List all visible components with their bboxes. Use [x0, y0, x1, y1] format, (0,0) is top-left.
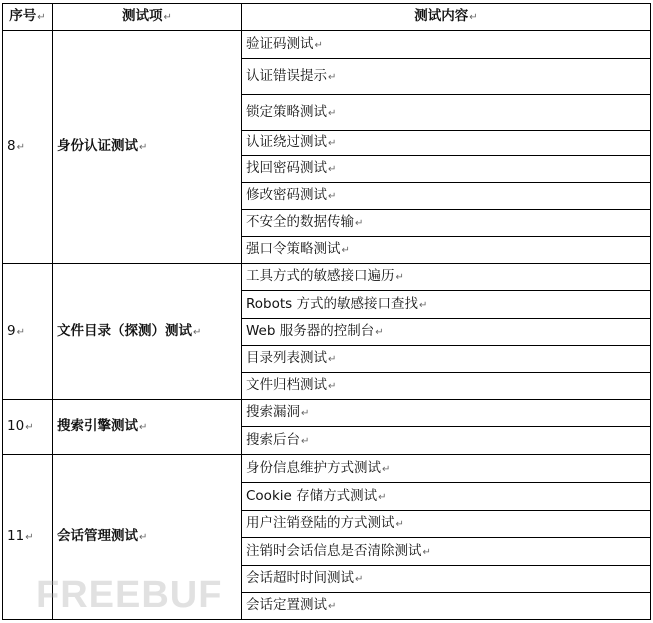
test-content: 不安全的数据传输↵: [242, 210, 651, 237]
header-item: 测试项↵: [53, 4, 242, 31]
test-item: 搜索引擎测试↵: [53, 400, 242, 455]
test-content: 搜索后台↵: [242, 427, 651, 455]
row-number: 10↵: [3, 400, 53, 455]
test-content: 搜索漏洞↵: [242, 400, 651, 427]
row-number: 11↵: [3, 455, 53, 620]
table-row: [3, 455, 651, 483]
test-content: 找回密码测试↵: [242, 156, 651, 183]
table-body: [3, 31, 651, 620]
header-num: 序号↵: [3, 4, 53, 31]
test-content: 目录列表测试↵: [242, 346, 651, 373]
row-number: 9↵: [3, 264, 53, 400]
test-table: [2, 3, 651, 620]
test-content: 验证码测试↵: [242, 31, 651, 59]
test-content: 强口令策略测试↵: [242, 237, 651, 264]
test-content: Cookie 存储方式测试↵: [242, 483, 651, 511]
test-content: Robots 方式的敏感接口查找↵: [242, 291, 651, 319]
header-content: 测试内容↵: [242, 4, 651, 31]
test-content: 工具方式的敏感接口遍历↵: [242, 264, 651, 291]
test-item: 会话管理测试↵: [53, 455, 242, 620]
test-content: 认证绕过测试↵: [242, 131, 651, 156]
table-row: [3, 400, 651, 427]
freebuf-watermark: FREEBUF: [36, 574, 223, 616]
test-content: 注销时会话信息是否清除测试↵: [242, 538, 651, 566]
test-content: 文件归档测试↵: [242, 373, 651, 400]
table-row: [3, 264, 651, 291]
test-item: 身份认证测试↵: [53, 31, 242, 264]
test-content: Web 服务器的控制台↵: [242, 319, 651, 346]
test-content: 锁定策略测试↵: [242, 95, 651, 131]
row-number: 8↵: [3, 31, 53, 264]
test-content: 身份信息维护方式测试↵: [242, 455, 651, 483]
test-content: 修改密码测试↵: [242, 183, 651, 210]
test-content: 认证错误提示↵: [242, 59, 651, 95]
test-content: 会话定置测试↵: [242, 593, 651, 620]
test-content: 会话超时时间测试↵: [242, 566, 651, 593]
test-item: 文件目录（探测）测试↵: [53, 264, 242, 400]
table-row: [3, 31, 651, 59]
header-row: [3, 4, 651, 31]
test-content: 用户注销登陆的方式测试↵: [242, 511, 651, 538]
